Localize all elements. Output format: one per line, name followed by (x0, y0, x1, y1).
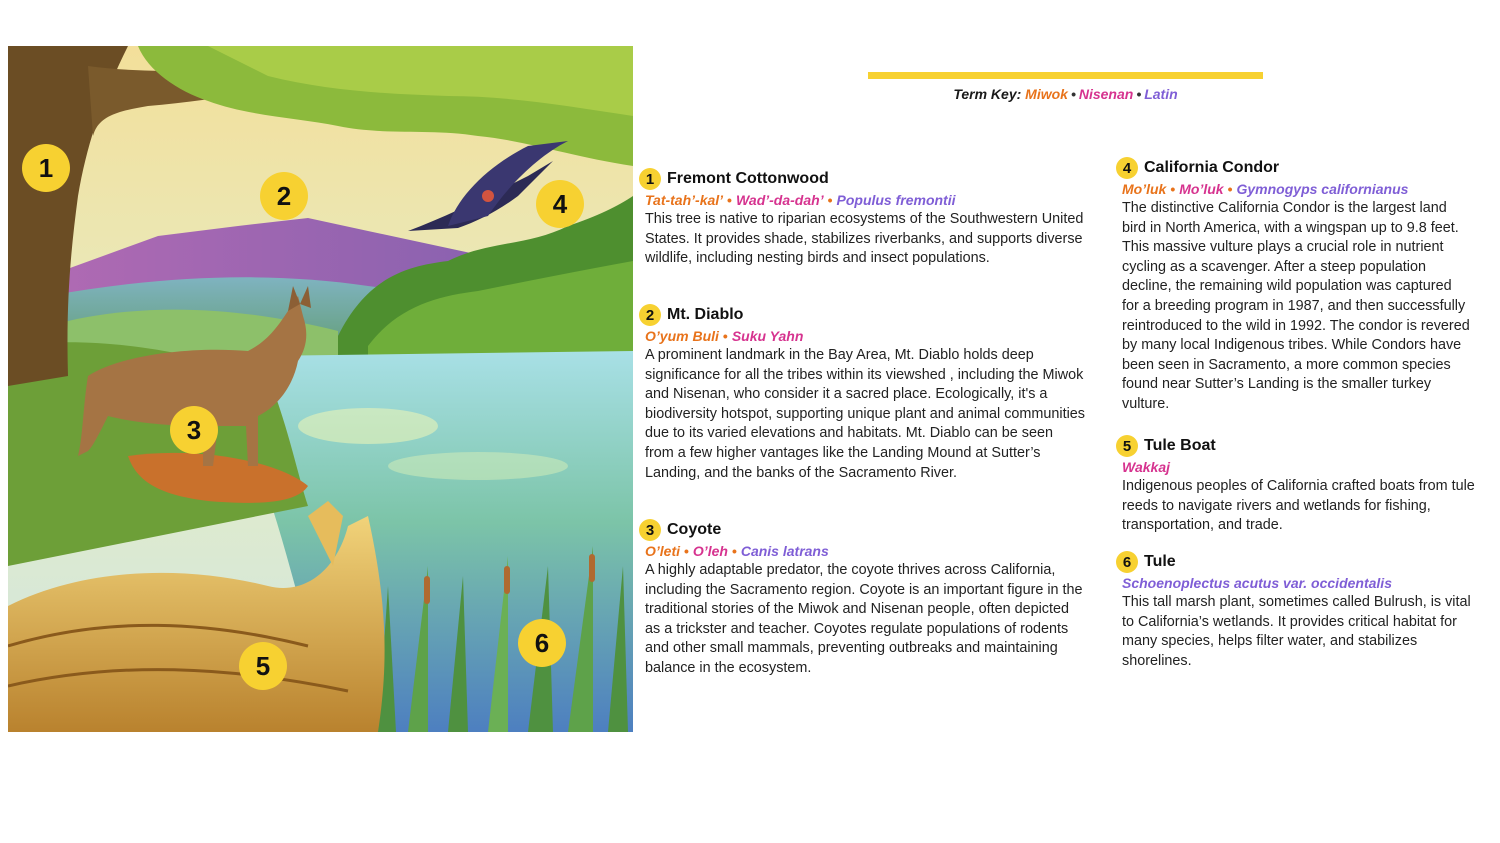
entry-title: Tule Boat (1144, 437, 1216, 454)
latin-term: Canis latrans (740, 543, 829, 559)
term-key: Term Key: Miwok • Nisenan • Latin (953, 86, 1178, 102)
svg-text:4: 4 (552, 189, 568, 219)
entry-title: Tule (1144, 553, 1176, 570)
nisenan-term: Wakkaj (1122, 459, 1170, 475)
entry-terms: Mo’luk • Mo’luk • Gymnogyps californianus (1122, 181, 1409, 197)
marker-4 (536, 180, 584, 228)
svg-text:2: 2 (276, 181, 292, 211)
entry-number-badge: 2 (639, 304, 661, 326)
entry-description: Indigenous peoples of California crafted boats from tule reeds to navigate rivers and wetlands for fishing, transportation, and trade. (1122, 478, 1475, 534)
svg-text:6: 6 (534, 628, 550, 658)
nisenan-term: Wad’-da-dah’ (735, 192, 824, 208)
entry-terms (1122, 457, 1477, 477)
entry-mt-diablo (645, 304, 1085, 483)
landscape-painting (8, 46, 633, 732)
entry-title: Fremont Cottonwood (667, 170, 829, 187)
entry-description: The distinctive California Condor is the largest land bird in North America, with a wingspan up to 9.8 feet. This massive vulture plays a crucial role in nutrient cycling as a scavenger. After a steep population decline, the remaining wild population was captured for a breeding program in 1987, and then successfully reintroduced to the wild in 1992. The condor is revered by many local Indigenous tribes. While Condors have been seen in Sacramento, a more common species found near Sutter’s Landing is the smaller turkey vulture. (1122, 200, 1470, 412)
marker-6 (518, 619, 566, 667)
landscape-illustration (8, 46, 633, 732)
miwok-term: Mo’luk (1122, 181, 1167, 197)
term-key-nisenan: Nisenan (1078, 86, 1134, 102)
latin-term: Schoenoplectus acutus var. occidentalis (1122, 575, 1392, 591)
marker-5 (239, 642, 287, 690)
miwok-term: O’yum Buli (645, 328, 719, 344)
entry-terms: O’leti • O’leh • Canis latrans (645, 543, 829, 559)
entry-title: Mt. Diablo (667, 306, 744, 323)
entry-coyote (645, 519, 1085, 679)
entry-description: This tree is native to riparian ecosystems of the Southwestern United States. It provides shade, stabilizes riverbanks, and supports diverse wildlife, including nesting birds and insect populations. (645, 211, 1084, 267)
entry-number-badge: 1 (639, 168, 661, 190)
entry-number-badge: 6 (1116, 551, 1138, 573)
entry-description: A prominent landmark in the Bay Area, Mt. Diablo holds deep significance for all the tribes within its viewshed , including the Miwok and Nisenan, who consider it a sacred place. Ecologically, it's a biodiversity hotspot, supporting unique plant and animal communities due to its varied elevations and habitats. Mt. Diablo can be seen from a few higher vantages like the Landing Mound at Sutter’s Landing, and the banks of the Sacramento River. (645, 347, 1085, 481)
entry-terms: O’yum Buli • Suku Yahn (645, 328, 804, 344)
entry-title: California Condor (1144, 159, 1280, 176)
latin-term: Populus fremontii (836, 192, 956, 208)
entry-title: Coyote (667, 521, 722, 538)
nisenan-term: Mo’luk (1179, 181, 1224, 197)
nisenan-term: O’leh (692, 543, 728, 559)
entry-description: A highly adaptable predator, the coyote thrives across California, including the Sacramento region. Coyote is an important figure in the traditional stories of the Miwok and Nisenan people, often depicted as a trickster and teacher. Coyotes regulate populations of rodents and other small mammals, preventing outbreaks and maintaining balance in the ecosystem. (645, 562, 1083, 676)
entry-number-badge: 3 (639, 519, 661, 541)
svg-text:1: 1 (38, 153, 54, 183)
entry-tule-boat (1122, 435, 1477, 536)
entry-terms: Tat-tah’-kal’ • Wad’-da-dah’ • Populus fremontii (645, 192, 956, 208)
nisenan-term: Suku Yahn (731, 328, 804, 344)
svg-text:3: 3 (186, 415, 202, 445)
entry-number-badge: 4 (1116, 157, 1138, 179)
miwok-term: Tat-tah’-kal’ (645, 192, 724, 208)
entry-description: This tall marsh plant, sometimes called Bulrush, is vital to California’s wetlands. It provides critical habitat for many species, helps filter water, and stabilizes shorelines. (1122, 594, 1471, 669)
latin-term: Gymnogyps californianus (1236, 181, 1409, 197)
term-key-bar (868, 72, 1263, 79)
term-key-miwok: Miwok (1025, 86, 1068, 102)
term-key-label: Term Key: (953, 86, 1022, 102)
entry-california-condor (1122, 157, 1472, 415)
term-key-latin: Latin (1144, 86, 1178, 102)
entry-fremont-cottonwood (645, 168, 1085, 269)
entry-number-badge: 5 (1116, 435, 1138, 457)
marker-2 (260, 172, 308, 220)
entry-tule (1122, 551, 1472, 671)
svg-text:5: 5 (255, 651, 271, 681)
marker-3 (170, 406, 218, 454)
entry-terms (1122, 573, 1472, 593)
marker-1 (22, 144, 70, 192)
miwok-term: O’leti (645, 543, 681, 559)
